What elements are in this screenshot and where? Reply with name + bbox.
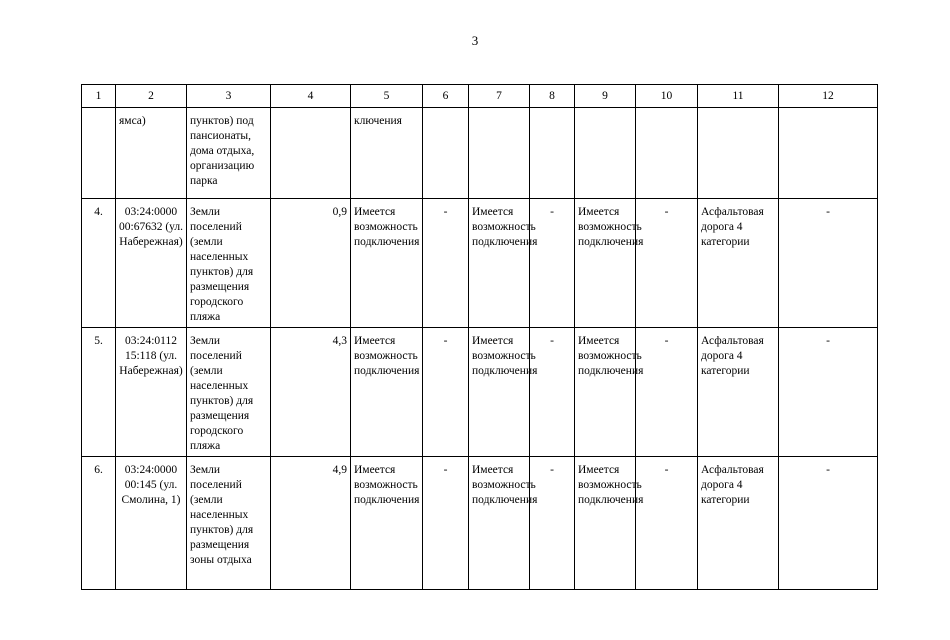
table-cell: Имеется возможность подключения: [469, 457, 530, 590]
table-cell: [271, 108, 351, 199]
column-header: 7: [469, 85, 530, 108]
table-cell: Асфальтовая дорога 4 категории: [698, 199, 779, 328]
table-cell: -: [530, 199, 575, 328]
column-header: 11: [698, 85, 779, 108]
table-cell: -: [779, 328, 878, 457]
table-cell: Земли поселений (земли населенных пунктов) для размещения городского пляжа: [187, 199, 271, 328]
table-cell: 03:24:0112 15:118 (ул. Набережная): [116, 328, 187, 457]
table-row: [82, 199, 878, 328]
table-cell: -: [636, 199, 698, 328]
table-cell: Имеется возможность подключения: [351, 328, 423, 457]
table-cell: -: [530, 457, 575, 590]
table-cell: пунктов) под пансионаты, дома отдыха, организацию парка: [187, 108, 271, 199]
page-number: 3: [471, 33, 479, 48]
table-cell: -: [530, 328, 575, 457]
table-cell: [636, 108, 698, 199]
table-cell: 0,9: [271, 199, 351, 328]
table-cell: ключения: [351, 108, 423, 199]
table-row: [82, 457, 878, 590]
column-header: 5: [351, 85, 423, 108]
table-cell: Имеется возможность подключения: [575, 457, 636, 590]
table-cell: ямса): [116, 108, 187, 199]
table-cell: -: [423, 328, 469, 457]
table-cell: Асфальтовая дорога 4 категории: [698, 457, 779, 590]
table-cell: -: [423, 199, 469, 328]
table-cell: Имеется возможность подключения: [469, 199, 530, 328]
table-cell: 6.: [82, 457, 116, 590]
table-cell: Имеется возможность подключения: [351, 199, 423, 328]
table-cell: 4.: [82, 199, 116, 328]
column-header: 3: [187, 85, 271, 108]
column-header: 8: [530, 85, 575, 108]
table-cell: 5.: [82, 328, 116, 457]
table-cell: [469, 108, 530, 199]
land-plots-table: [81, 84, 878, 590]
table-cell: [82, 108, 116, 199]
table-cell: 4,9: [271, 457, 351, 590]
table-cell: Асфальтовая дорога 4 категории: [698, 328, 779, 457]
table-cell: 03:24:0000 00:145 (ул. Смолина, 1): [116, 457, 187, 590]
table-cell: [423, 108, 469, 199]
column-header: 1: [82, 85, 116, 108]
column-header: 4: [271, 85, 351, 108]
table-cell: [530, 108, 575, 199]
table-cell: -: [779, 199, 878, 328]
continuation-row: [82, 108, 878, 199]
table-cell: Имеется возможность подключения: [351, 457, 423, 590]
column-header: 6: [423, 85, 469, 108]
column-header: 9: [575, 85, 636, 108]
table-cell: 4,3: [271, 328, 351, 457]
table-cell: Имеется возможность подключения: [469, 328, 530, 457]
table-cell: [779, 108, 878, 199]
column-header: 10: [636, 85, 698, 108]
table-cell: Имеется возможность подключения: [575, 199, 636, 328]
table-cell: 03:24:0000 00:67632 (ул. Набережная): [116, 199, 187, 328]
table-cell: -: [779, 457, 878, 590]
table-cell: [575, 108, 636, 199]
table-cell: [698, 108, 779, 199]
column-header: 12: [779, 85, 878, 108]
column-header: 2: [116, 85, 187, 108]
table-cell: -: [423, 457, 469, 590]
table-header-row: [82, 85, 878, 108]
table-cell: -: [636, 328, 698, 457]
table-cell: Имеется возможность подключения: [575, 328, 636, 457]
table-cell: -: [636, 457, 698, 590]
table-row: [82, 328, 878, 457]
table-cell: Земли поселений (земли населенных пунктов) для размещения городского пляжа: [187, 328, 271, 457]
table-cell: Земли поселений (земли населенных пунктов) для размещения зоны отдыха: [187, 457, 271, 590]
